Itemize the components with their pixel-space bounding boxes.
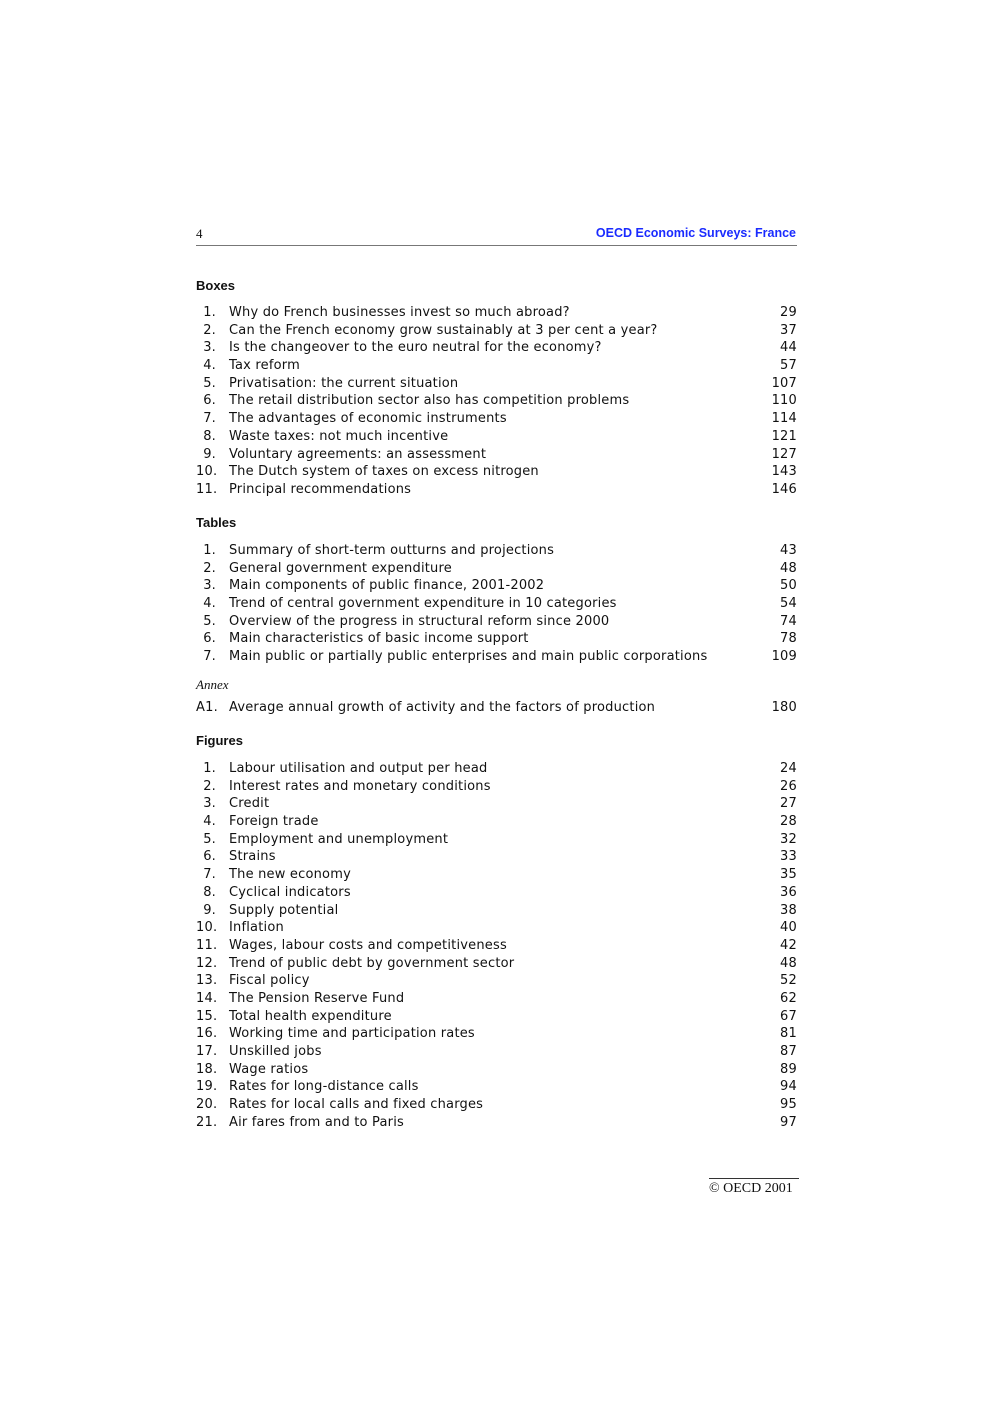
- entry-number: 6.: [203, 849, 216, 865]
- entry-number: 10.: [196, 920, 218, 936]
- entry-page: 33: [780, 849, 797, 865]
- running-title: OECD Economic Surveys: France: [595, 226, 796, 240]
- toc-entry[interactable]: [196, 428, 797, 446]
- entry-title: The Dutch system of taxes on excess nitrogen: [229, 464, 539, 480]
- toc-entry[interactable]: [196, 866, 797, 884]
- entry-title: Cyclical indicators: [229, 884, 351, 900]
- entry-number: 10.: [196, 464, 218, 480]
- entry-number: 16.: [196, 1026, 218, 1042]
- entry-title: Trend of central government expenditure in 10 categories: [229, 596, 617, 612]
- entry-title: Interest rates and monetary conditions: [229, 778, 491, 794]
- entry-page: 54: [780, 596, 797, 612]
- toc-entry[interactable]: [196, 577, 797, 595]
- entry-number: 9.: [203, 446, 216, 462]
- figures-heading: Figures: [196, 733, 243, 748]
- entry-title: Unskilled jobs: [229, 1044, 322, 1059]
- toc-entry[interactable]: [196, 339, 797, 357]
- entry-number: 13.: [196, 973, 218, 989]
- entry-title: Main components of public finance, 2001-2002: [229, 578, 545, 594]
- entry-page: 50: [780, 578, 797, 594]
- entry-title: Labour utilisation and output per head: [229, 761, 488, 776]
- entry-title: Rates for long-distance calls: [229, 1079, 419, 1095]
- entry-number: 15.: [196, 1008, 218, 1024]
- entry-page: 62: [780, 990, 797, 1006]
- entry-number: 6.: [203, 631, 216, 647]
- entry-title: Can the French economy grow sustainably at 3 per cent a year?: [229, 322, 658, 338]
- entry-page: 44: [780, 340, 797, 356]
- toc-entry[interactable]: [196, 699, 797, 717]
- toc-entry[interactable]: [196, 1008, 797, 1026]
- entry-number: 1.: [203, 543, 216, 558]
- toc-entry[interactable]: [196, 919, 797, 937]
- entry-page: 114: [771, 411, 797, 427]
- toc-entry[interactable]: [196, 304, 797, 322]
- toc-entry[interactable]: [196, 937, 797, 955]
- entry-number: 2.: [203, 322, 216, 338]
- entry-number: 5.: [203, 375, 216, 391]
- entry-page: 97: [780, 1114, 797, 1130]
- page-number: 4: [196, 226, 203, 241]
- entry-title: The new economy: [229, 867, 351, 883]
- toc-entry[interactable]: [196, 481, 797, 499]
- toc-entry[interactable]: [196, 972, 797, 990]
- entry-title: Supply potential: [229, 902, 339, 918]
- entry-page: 180: [771, 700, 797, 715]
- tables-heading: Tables: [196, 515, 237, 530]
- toc-entry[interactable]: [196, 613, 797, 631]
- toc-entry[interactable]: [196, 955, 797, 973]
- entry-number: 7.: [203, 649, 216, 665]
- toc-entry[interactable]: [196, 813, 797, 831]
- annex-list: [196, 699, 797, 717]
- entry-number: 4.: [203, 814, 216, 830]
- entry-title: Foreign trade: [229, 814, 319, 830]
- toc-entry[interactable]: [196, 595, 797, 613]
- toc-entry[interactable]: [196, 648, 797, 666]
- entry-number: 19.: [196, 1079, 218, 1095]
- entry-page: 87: [780, 1044, 797, 1059]
- entry-title: Employment and unemployment: [229, 831, 449, 847]
- entry-title: Why do French businesses invest so much abroad?: [229, 305, 570, 320]
- toc-entry[interactable]: [196, 778, 797, 796]
- entry-title: Main characteristics of basic income support: [229, 631, 529, 647]
- annex-label: Annex: [196, 677, 229, 692]
- toc-entry[interactable]: [196, 1043, 797, 1061]
- toc-entry[interactable]: [196, 1078, 797, 1096]
- entry-title: Waste taxes: not much incentive: [229, 428, 449, 444]
- entry-page: 146: [771, 481, 797, 497]
- entry-page: 32: [780, 831, 797, 847]
- toc-entry[interactable]: [196, 446, 797, 464]
- entry-page: 127: [771, 446, 797, 462]
- entry-number: 21.: [196, 1114, 218, 1130]
- footer-rule: [709, 1178, 799, 1179]
- entry-page: 89: [780, 1061, 797, 1077]
- toc-entry[interactable]: [196, 848, 797, 866]
- toc-entry[interactable]: [196, 1114, 797, 1132]
- entry-title: Credit: [229, 796, 270, 812]
- toc-entry[interactable]: [196, 322, 797, 340]
- toc-entry[interactable]: [196, 1096, 797, 1114]
- entry-title: Privatisation: the current situation: [229, 375, 459, 391]
- entry-title: Tax reform: [229, 358, 300, 374]
- entry-page: 43: [780, 543, 797, 558]
- header-rule: [196, 245, 797, 246]
- entry-title: Overview of the progress in structural reform since 2000: [229, 613, 610, 629]
- entry-page: 81: [780, 1026, 797, 1042]
- entry-title: Fiscal policy: [229, 973, 310, 989]
- entry-number: 4.: [203, 596, 216, 612]
- entry-number: 3.: [203, 578, 216, 594]
- entry-number: 3.: [203, 796, 216, 812]
- toc-entry[interactable]: [196, 375, 797, 393]
- entry-title: Air fares from and to Paris: [229, 1114, 404, 1130]
- entry-page: 48: [780, 560, 797, 576]
- toc-entry[interactable]: [196, 760, 797, 778]
- entry-number: 9.: [203, 902, 216, 918]
- entry-number: 8.: [203, 884, 216, 900]
- entry-number: 3.: [203, 340, 216, 356]
- toc-entry[interactable]: [196, 410, 797, 428]
- entry-number: 8.: [203, 428, 216, 444]
- entry-title: Strains: [229, 849, 276, 865]
- toc-entry[interactable]: [196, 1061, 797, 1079]
- entry-page: 40: [780, 920, 797, 936]
- entry-title: Trend of public debt by government sector: [229, 955, 515, 971]
- toc-entry[interactable]: [196, 392, 797, 410]
- entry-number: 20.: [196, 1097, 218, 1113]
- entry-title: Inflation: [229, 920, 284, 936]
- entry-page: 38: [780, 902, 797, 918]
- entry-page: 110: [771, 393, 797, 409]
- entry-number: 5.: [203, 613, 216, 629]
- toc-entry[interactable]: [196, 990, 797, 1008]
- entry-page: 109: [771, 649, 797, 665]
- entry-page: 143: [771, 464, 797, 480]
- entry-title: The Pension Reserve Fund: [229, 990, 405, 1006]
- entry-page: 24: [780, 761, 797, 776]
- tables-list: [196, 542, 797, 666]
- entry-number: 6.: [203, 393, 216, 409]
- figures-list: [196, 760, 797, 1131]
- toc-entry[interactable]: [196, 795, 797, 813]
- entry-number: 1.: [203, 305, 216, 320]
- entry-page: 94: [780, 1079, 797, 1095]
- entry-title: Rates for local calls and fixed charges: [229, 1097, 484, 1113]
- toc-entry[interactable]: [196, 1025, 797, 1043]
- entry-number: 18.: [196, 1061, 218, 1077]
- entry-title: The retail distribution sector also has competition problems: [229, 393, 630, 409]
- entry-page: 57: [780, 358, 797, 374]
- entry-number: 7.: [203, 411, 216, 427]
- entry-title: Wage ratios: [229, 1061, 309, 1077]
- entry-title: Main public or partially public enterprises and main public corporations: [229, 649, 708, 665]
- entry-page: 74: [780, 613, 797, 629]
- entry-number: 1.: [203, 761, 216, 776]
- entry-page: 29: [780, 305, 797, 320]
- toc-entry[interactable]: [196, 831, 797, 849]
- entry-number: 4.: [203, 358, 216, 374]
- copyright: © OECD 2001: [709, 1181, 793, 1196]
- entry-number: 12.: [196, 955, 218, 971]
- entry-number: 14.: [196, 990, 218, 1006]
- entry-number: 11.: [196, 937, 218, 953]
- entry-page: 48: [780, 955, 797, 971]
- toc-entry[interactable]: [196, 630, 797, 648]
- entry-number: 17.: [196, 1044, 218, 1059]
- toc-entry[interactable]: [196, 542, 797, 560]
- entry-title: The advantages of economic instruments: [229, 411, 507, 427]
- entry-title: Working time and participation rates: [229, 1026, 475, 1042]
- toc-entry[interactable]: [196, 902, 797, 920]
- entry-title: General government expenditure: [229, 560, 452, 576]
- entry-page: 26: [780, 778, 797, 794]
- entry-number: 5.: [203, 831, 216, 847]
- entry-title: Voluntary agreements: an assessment: [229, 446, 487, 462]
- entry-page: 42: [780, 937, 797, 953]
- entry-title: Total health expenditure: [229, 1008, 392, 1024]
- boxes-heading: Boxes: [196, 278, 236, 293]
- entry-page: 37: [780, 322, 797, 338]
- entry-title: Principal recommendations: [229, 481, 412, 497]
- entry-page: 78: [780, 631, 797, 647]
- toc-entry[interactable]: [196, 884, 797, 902]
- toc-entry[interactable]: [196, 357, 797, 375]
- entry-page: 67: [780, 1008, 797, 1024]
- entry-page: 35: [780, 867, 797, 883]
- entry-page: 121: [771, 428, 797, 444]
- entry-title: Summary of short-term outturns and projections: [229, 543, 555, 558]
- entry-title: Average annual growth of activity and the factors of production: [229, 700, 656, 715]
- entry-number: A1.: [196, 700, 218, 715]
- entry-page: 107: [771, 375, 797, 391]
- entry-number: 2.: [203, 778, 216, 794]
- entry-number: 2.: [203, 560, 216, 576]
- boxes-list: [196, 304, 797, 499]
- entry-number: 11.: [196, 481, 218, 497]
- entry-title: Wages, labour costs and competitiveness: [229, 937, 507, 953]
- toc-entry[interactable]: [196, 560, 797, 578]
- entry-page: 95: [780, 1097, 797, 1113]
- entry-number: 7.: [203, 867, 216, 883]
- entry-page: 27: [780, 796, 797, 812]
- entry-page: 28: [780, 814, 797, 830]
- entry-title: Is the changeover to the euro neutral for the economy?: [229, 340, 602, 356]
- toc-entry[interactable]: [196, 463, 797, 481]
- entry-page: 52: [780, 973, 797, 989]
- entry-page: 36: [780, 884, 797, 900]
